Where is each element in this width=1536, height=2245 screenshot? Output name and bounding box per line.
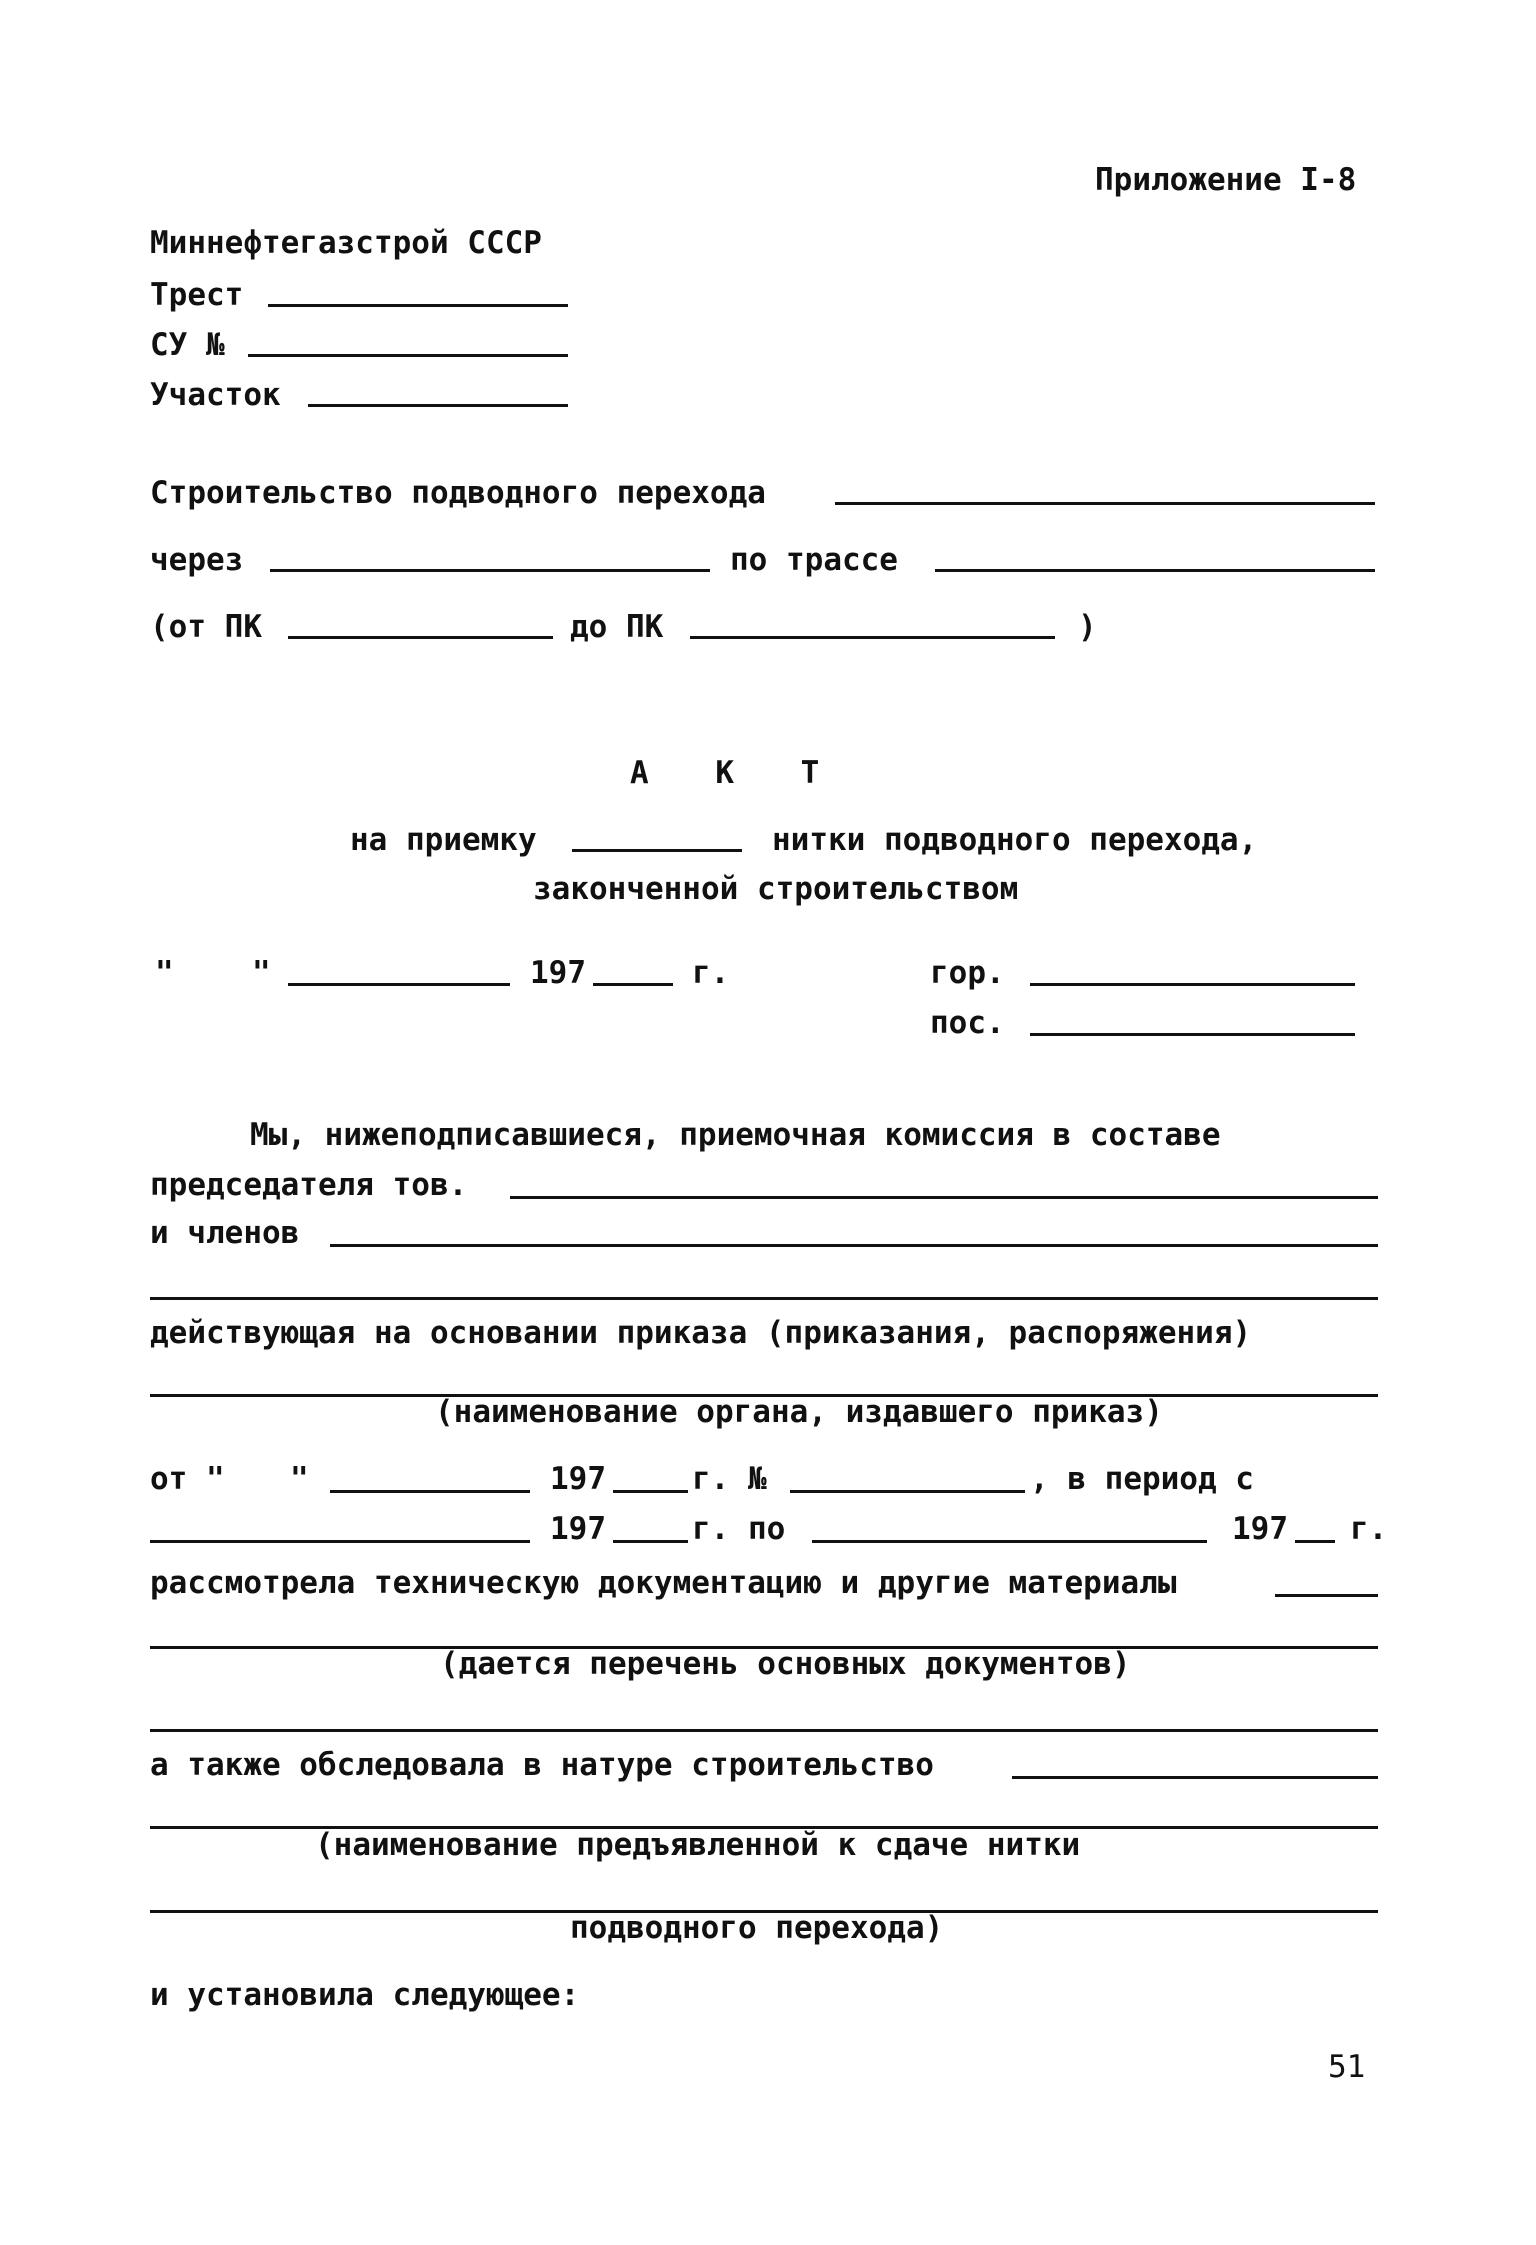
- construction-field[interactable]: [835, 502, 1375, 505]
- date-year-field[interactable]: [593, 983, 673, 986]
- act-line2: законченной строительством: [533, 871, 1019, 907]
- period-from-label: , в период с: [1030, 1461, 1254, 1497]
- act-thread-field[interactable]: [572, 849, 742, 852]
- section-field[interactable]: [308, 404, 568, 407]
- reviewed-docs-field[interactable]: [1275, 1594, 1378, 1597]
- settlement-label: пос.: [930, 1005, 1005, 1041]
- su-field[interactable]: [248, 354, 568, 357]
- date-g: г.: [692, 955, 730, 991]
- to-pk-field[interactable]: [690, 636, 1055, 639]
- close-paren: ): [1078, 609, 1097, 645]
- date-quote-close: ": [252, 955, 271, 991]
- date-year: 197: [530, 955, 586, 991]
- section-label: Участок: [150, 377, 281, 413]
- order-date-field[interactable]: [330, 1490, 530, 1493]
- period-start-field[interactable]: [150, 1540, 530, 1543]
- members-field-1[interactable]: [330, 1244, 1378, 1247]
- period-start-year: 197: [550, 1511, 606, 1547]
- members-label: и членов: [150, 1215, 300, 1251]
- period-end-year-field[interactable]: [1295, 1540, 1335, 1543]
- period-start-year-field[interactable]: [613, 1540, 688, 1543]
- chair-field[interactable]: [510, 1196, 1378, 1199]
- period-to-label: г. по: [692, 1511, 786, 1547]
- inspected-field[interactable]: [1012, 1776, 1378, 1779]
- commission-intro: Мы, нижеподписавшиеся, приемочная комиссия в составе: [250, 1117, 1221, 1153]
- route-field[interactable]: [935, 569, 1375, 572]
- from-pk-field[interactable]: [288, 636, 553, 639]
- page-number: 51: [1328, 2049, 1366, 2085]
- order-g-no: г. №: [692, 1461, 767, 1497]
- act-title: А К Т: [630, 755, 844, 791]
- period-end-field[interactable]: [812, 1540, 1207, 1543]
- docs-list-caption: (дается перечень основных документов): [440, 1646, 1131, 1682]
- settlement-field[interactable]: [1030, 1033, 1355, 1036]
- act-line1-a: на приемку: [350, 822, 537, 858]
- to-pk-label: до ПК: [570, 609, 664, 645]
- inspected-label: а также обследовала в натуре строительство: [150, 1747, 934, 1783]
- city-field[interactable]: [1030, 983, 1355, 986]
- thread-name-caption-2: подводного перехода): [570, 1910, 944, 1946]
- construction-label: Строительство подводного перехода: [150, 475, 766, 511]
- date-day-month-field[interactable]: [288, 983, 510, 986]
- reviewed-docs: рассмотрела техническую документацию и другие материалы: [150, 1565, 1177, 1601]
- acting-basis: действующая на основании приказа (приказания, распоряжения): [150, 1315, 1252, 1351]
- order-number-field[interactable]: [790, 1490, 1025, 1493]
- order-year-field[interactable]: [613, 1490, 688, 1493]
- period-end-year: 197: [1232, 1511, 1288, 1547]
- through-label: через: [150, 542, 244, 578]
- chair-label: председателя тов.: [150, 1167, 468, 1203]
- order-from-label: от ": [150, 1461, 225, 1497]
- established-label: и установила следующее:: [150, 1977, 580, 2013]
- from-pk-label: (от ПК: [150, 609, 262, 645]
- trust-label: Трест: [150, 277, 244, 313]
- trust-field[interactable]: [268, 304, 568, 307]
- docs-list-field-2[interactable]: [150, 1729, 1378, 1732]
- period-end-g: г.: [1350, 1511, 1388, 1547]
- order-year: 197: [550, 1461, 606, 1497]
- order-quote-close: ": [290, 1461, 309, 1497]
- order-organ-caption: (наименование органа, издавшего приказ): [435, 1394, 1163, 1430]
- act-line1-b: нитки подводного перехода,: [772, 822, 1258, 858]
- su-label: СУ №: [150, 327, 225, 363]
- thread-name-caption-1: (наименование предъявленной к сдаче нитки: [315, 1827, 1081, 1863]
- appendix-label: Приложение I-8: [1095, 162, 1357, 198]
- city-label: гор.: [930, 955, 1005, 991]
- route-label: по трассе: [730, 542, 898, 578]
- ministry-name: Миннефтегазстрой СССР: [150, 225, 542, 261]
- date-quote-open: ": [155, 955, 174, 991]
- through-field[interactable]: [270, 569, 710, 572]
- members-field-2[interactable]: [150, 1297, 1378, 1300]
